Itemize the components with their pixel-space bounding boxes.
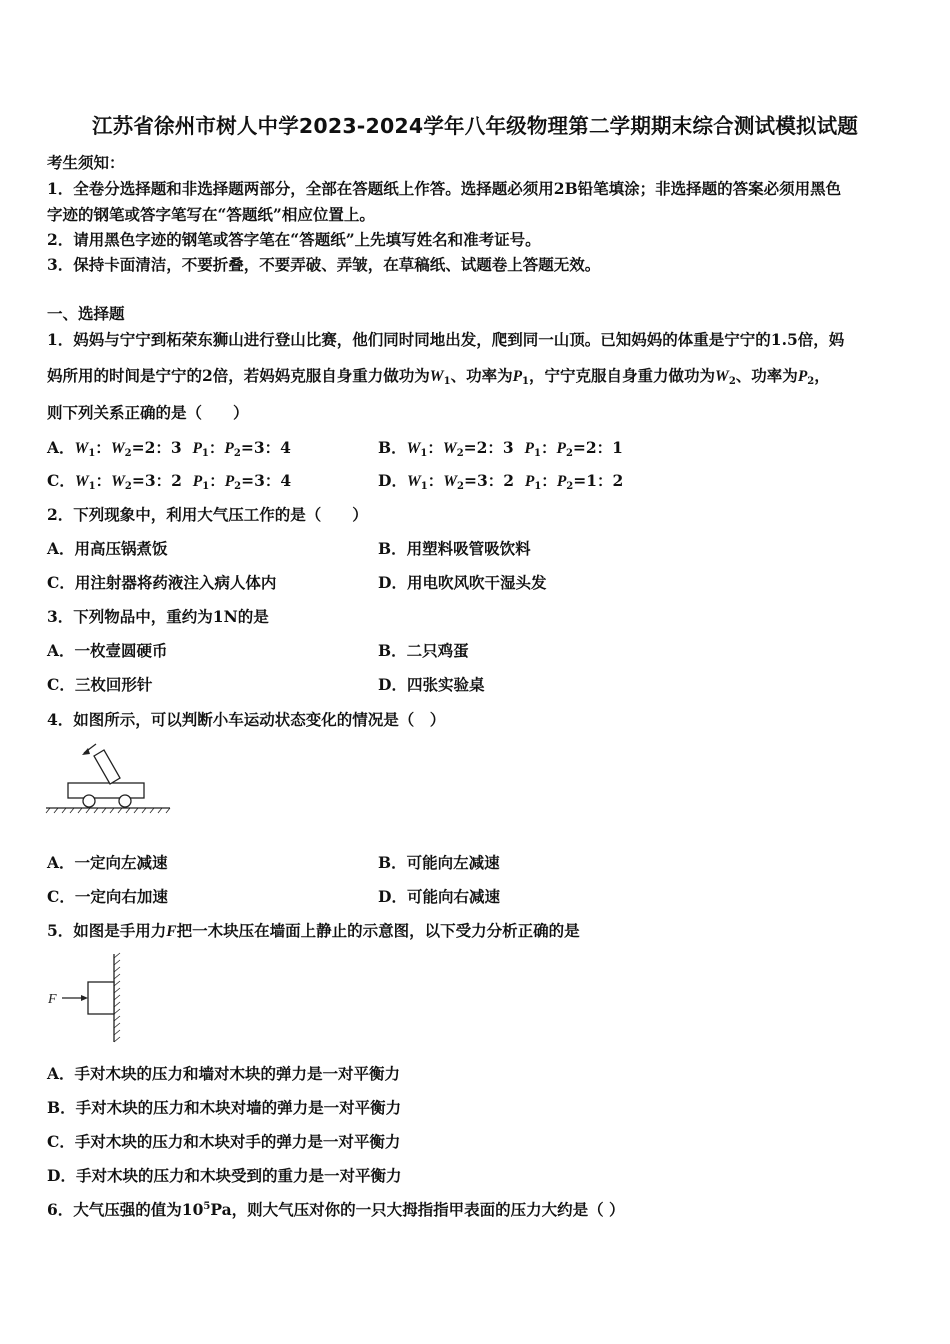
section-heading: 一、选择题 [47, 304, 125, 323]
notice-item-1-cont: 字迹的钢笔或答字笔写在“答题纸”相应位置上。 [47, 205, 375, 224]
q5-option-a[interactable]: A．手对木块的压力和墙对木块的弹力是一对平衡力 [47, 1064, 401, 1083]
notice-heading: 考生须知： [47, 153, 125, 172]
q3-option-b[interactable]: B．二只鸡蛋 [378, 641, 469, 660]
q4-option-b[interactable]: B．可能向左减速 [378, 853, 500, 872]
page-title: 江苏省徐州市树人中学2023-2024学年八年级物理第二学期期末综合测试模拟试题 [91, 114, 859, 138]
wall-hatching [114, 953, 120, 1042]
q1-option-a[interactable]: A．$W_1$：$W_2=2$：3 $P_1$：$P_2=3$：4 [47, 438, 291, 459]
q3-option-c[interactable]: C．三枚回形针 [47, 675, 153, 694]
ground-hatching [46, 808, 170, 813]
q5-stem: 5．如图是手用力F把一木块压在墙面上静止的示意图，以下受力分析正确的是 [47, 921, 580, 940]
q5-option-b[interactable]: B．手对木块的压力和木块对墙的弹力是一对平衡力 [47, 1098, 402, 1117]
q5-option-c[interactable]: C．手对木块的压力和木块对手的弹力是一对平衡力 [47, 1132, 401, 1151]
q1-option-b[interactable]: B．$W_1$：$W_2=2$：3 $P_1$：$P_2=2$：1 [378, 438, 623, 459]
q1-stem-line1: 1．妈妈与宁宁到柘荣东狮山进行登山比赛，他们同时同地出发，爬到同一山顶。已知妈妈的体重是宁宁的1.5倍，妈 [47, 330, 845, 349]
q2-option-b[interactable]: B．用塑料吸管吸饮料 [378, 539, 531, 558]
q1-stem-line2: 妈所用的时间是宁宁的2倍，若妈妈克服自身重力做功为$W_1$、功率为$P_1$，宁宁克服自身重力做功为$W_2$、功率为$P_2$， [47, 366, 830, 387]
cart-wheel-right [119, 795, 131, 807]
tilted-block [94, 750, 120, 784]
q4-stem: 4．如图所示，可以判断小车运动状态变化的情况是（ ） [47, 710, 446, 729]
q1-option-d[interactable]: D．$W_1$：$W_2=3$：2 $P_1$：$P_2=1$：2 [378, 471, 624, 492]
notice-item-1: 1．全卷分选择题和非选择题两部分，全部在答题纸上作答。选择题必须用2B铅笔填涂；非选择题的答案必须用黑色 [47, 179, 842, 198]
cart-body [68, 783, 144, 798]
q3-option-a[interactable]: A．一枚壹圆硬币 [47, 641, 168, 660]
q4-option-d[interactable]: D．可能向右减速 [378, 887, 500, 906]
q2-option-c[interactable]: C．用注射器将药液注入病人体内 [47, 573, 277, 592]
q3-stem: 3．下列物品中，重约为1N的是 [47, 607, 269, 626]
force-arrow-head [81, 995, 88, 1001]
q1-option-c[interactable]: C．$W_1$：$W_2=3$：2 $P_1$：$P_2=3$：4 [47, 471, 292, 492]
q6-stem: 6．大气压强的值为$10^5Pa$，则大气压对你的一只大拇指指甲表面的压力大约是（ ） [47, 1200, 625, 1219]
q3-option-d[interactable]: D．四张实验桌 [378, 675, 485, 694]
q5-option-d[interactable]: D．手对木块的压力和木块受到的重力是一对平衡力 [47, 1166, 402, 1185]
q5-wall-block-figure [44, 952, 134, 1046]
notice-item-2: 2．请用黑色字迹的钢笔或答字笔在“答题纸”上先填写姓名和准考证号。 [47, 230, 541, 249]
q2-option-a[interactable]: A．用高压锅煮饭 [47, 539, 168, 558]
q2-stem: 2．下列现象中，利用大气压工作的是（ ） [47, 505, 368, 524]
q4-cart-figure [44, 740, 174, 820]
q2-option-d[interactable]: D．用电吹风吹干湿头发 [378, 573, 547, 592]
q4-option-a[interactable]: A．一定向左减速 [47, 853, 168, 872]
force-label: F [48, 992, 57, 1007]
q4-option-c[interactable]: C．一定向右加速 [47, 887, 168, 906]
q1-stem-line3: 则下列关系正确的是（ ） [47, 403, 249, 422]
cart-wheel-left [83, 795, 95, 807]
notice-item-3: 3．保持卡面清洁，不要折叠，不要弄破、弄皱，在草稿纸、试题卷上答题无效。 [47, 255, 601, 274]
wooden-block [88, 982, 114, 1014]
